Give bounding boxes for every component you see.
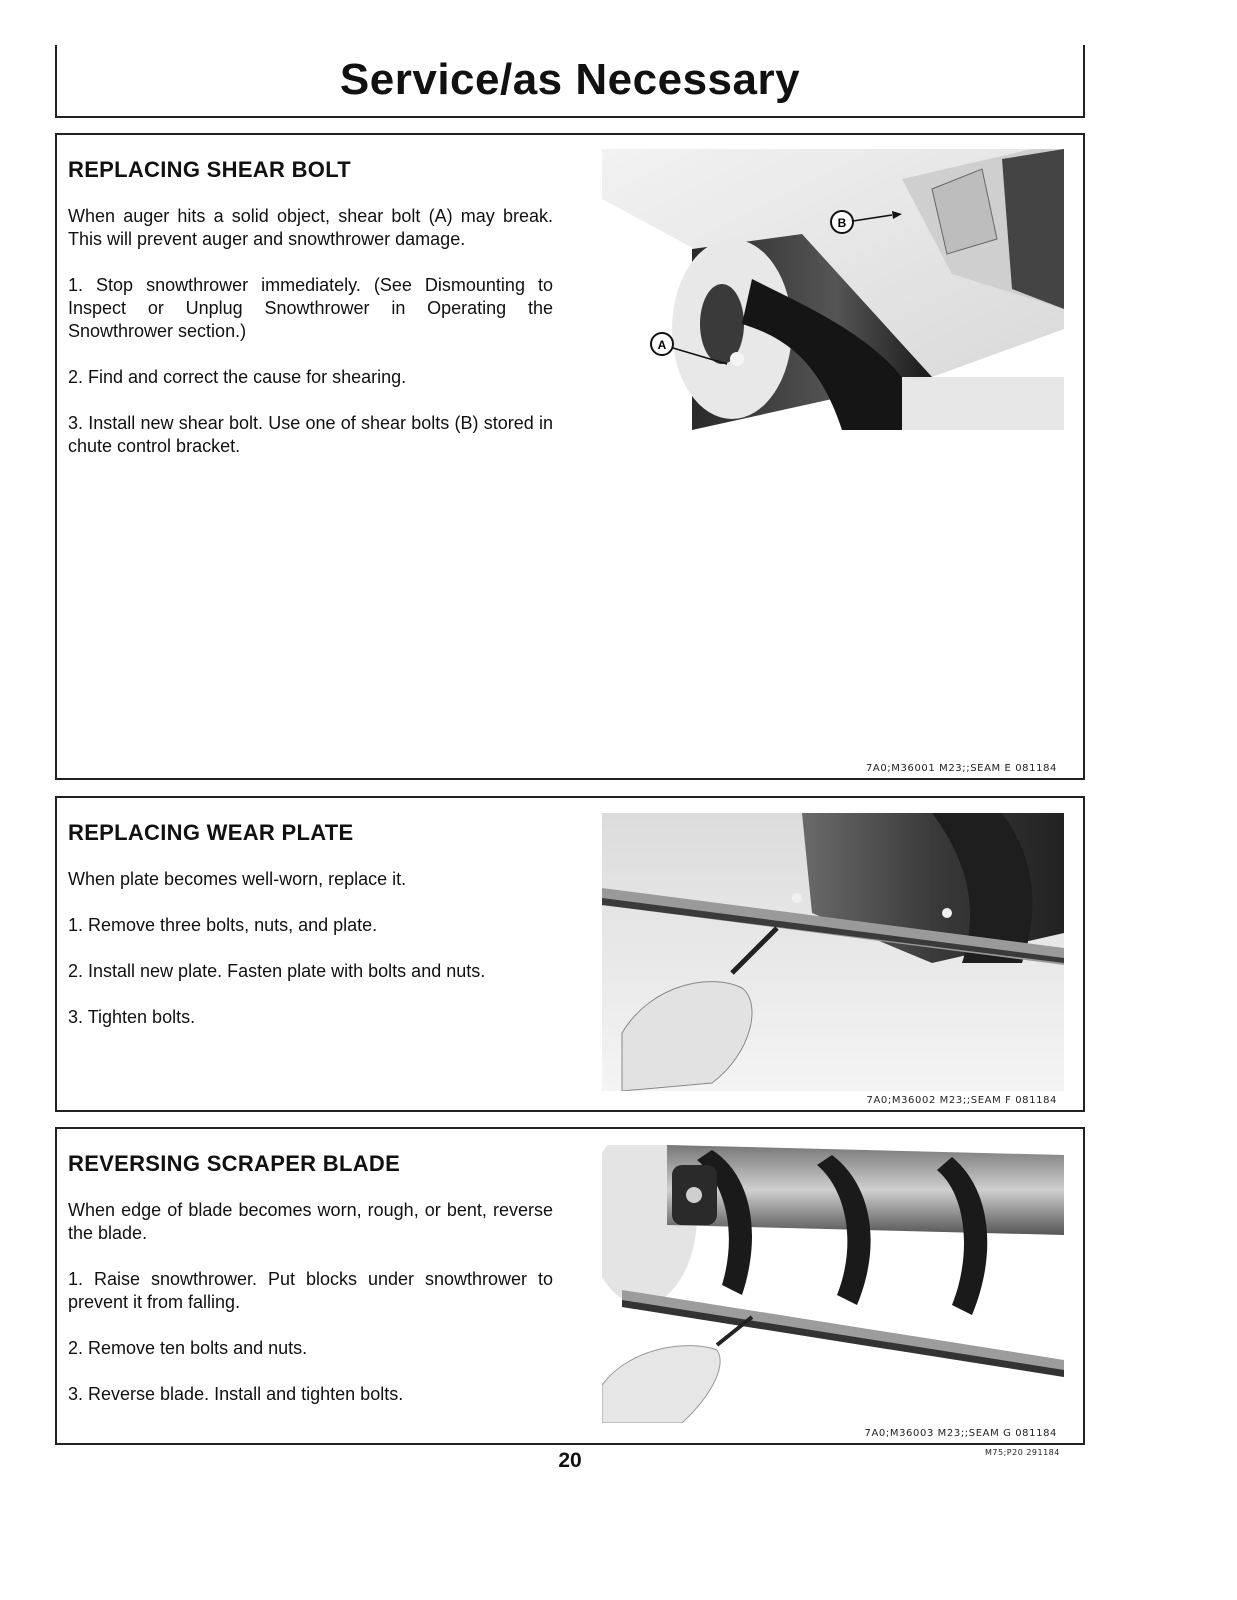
section-replacing-shear-bolt [55, 133, 1085, 780]
scraper-blade-photo [602, 1145, 1064, 1423]
page-title: Service/as Necessary [339, 55, 801, 104]
section-reversing-scraper-blade [55, 1127, 1085, 1445]
footer-reference-code: M75;P20 291184 [985, 1448, 1060, 1457]
callout-b-label: B [837, 216, 847, 230]
figure-reference-code: 7A0;M36002 M23;;SEAM F 081184 [866, 1095, 1057, 1106]
section-replacing-wear-plate [55, 796, 1085, 1112]
paragraph: 1. Stop snowthrower immediately. (See Dismounting to Inspect or Unplug Snowthrower in Operating the Snowthrower section.) [68, 275, 553, 341]
page-number: 20 [558, 1449, 582, 1472]
paragraph: When edge of blade becomes worn, rough, or bent, reverse the blade. [68, 1200, 553, 1243]
callout-a-label: A [657, 338, 667, 352]
section-text [68, 157, 553, 481]
paragraph: 3. Reverse blade. Install and tighten bolts. [68, 1384, 404, 1404]
section-text [68, 820, 553, 1052]
section-heading: REPLACING SHEAR BOLT [68, 157, 352, 182]
paragraph: 2. Install new plate. Fasten plate with bolts and nuts. [68, 961, 486, 981]
paragraph: 1. Raise snowthrower. Put blocks under snowthrower to prevent it from falling. [68, 1269, 553, 1312]
wear-plate-photo [602, 813, 1064, 1091]
page-header [55, 45, 1085, 118]
figure-reference-code: 7A0;M36003 M23;;SEAM G 081184 [864, 1428, 1057, 1439]
paragraph: 2. Remove ten bolts and nuts. [68, 1338, 308, 1358]
figure-reference-code: 7A0;M36001 M23;;SEAM E 081184 [865, 763, 1057, 774]
paragraph: 3. Tighten bolts. [68, 1007, 196, 1027]
paragraph: 1. Remove three bolts, nuts, and plate. [68, 915, 378, 935]
section-text [68, 1151, 553, 1429]
paragraph: 3. Install new shear bolt. Use one of shear bolts (B) stored in chute control bracket. [68, 413, 553, 456]
shear-bolt-photo [602, 149, 1064, 430]
paragraph: 2. Find and correct the cause for shearing. [68, 367, 407, 387]
section-heading: REPLACING WEAR PLATE [68, 820, 354, 845]
paragraph: When plate becomes well-worn, replace it. [68, 869, 407, 889]
paragraph: When auger hits a solid object, shear bolt (A) may break. This will prevent auger and snowthrower damage. [68, 206, 553, 249]
section-heading: REVERSING SCRAPER BLADE [68, 1151, 401, 1176]
